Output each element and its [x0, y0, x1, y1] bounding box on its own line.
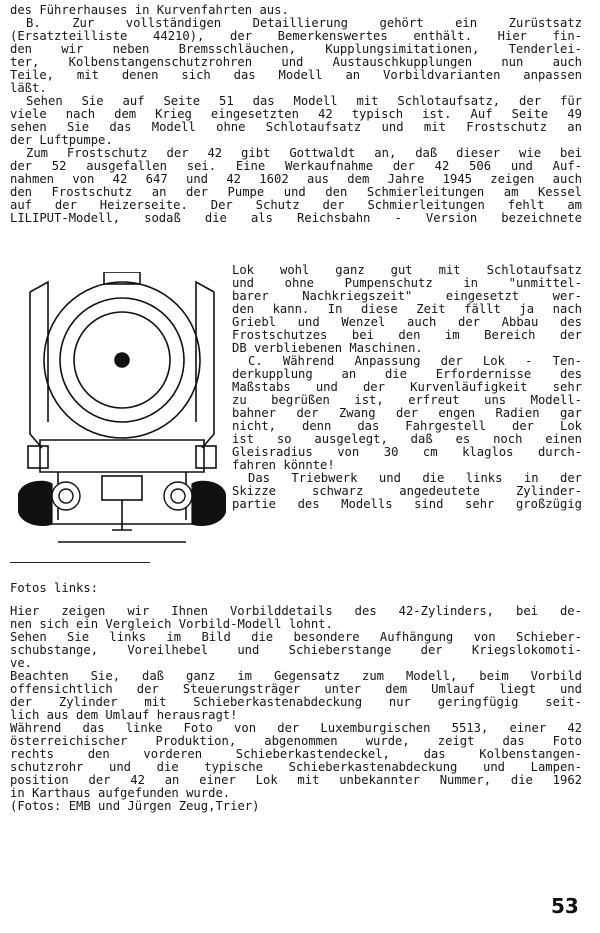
caption-line: lich aus dem Umlauf herausragt!: [10, 708, 238, 722]
text-line: läßt.: [10, 81, 47, 95]
caption-line: österreichischer Produktion, abgenommen wurde, zeigt das Foto: [10, 735, 582, 748]
caption-line: Hier zeigen wir Ihnen Vorbilddetails des 42-Zylinders, bei de-: [10, 605, 582, 618]
caption-line: Beachten Sie, daß ganz im Gegensatz zum Modell, beim Vorbild: [10, 670, 582, 683]
caption-line: schutzrohr und die typische Schieberkastenabdeckung und Lampen-: [10, 761, 582, 774]
smoke-deflector-right: [202, 292, 214, 448]
text-line: Griebl und Wenzel auch der Abbau des: [232, 316, 582, 329]
buffer-beam: [40, 440, 204, 472]
text-line: auf der Heizerseite. Der Schutz der Schmierleitungen fehlt am: [10, 199, 582, 212]
text-line: Sehen Sie auf Seite 51 das Modell mit Schlotaufsatz, der für: [26, 95, 582, 108]
cylinder-right: [192, 481, 226, 525]
text-line: Das Triebwerk und die links in der: [248, 472, 582, 485]
text-line: barer Nachkriegszeit" eingesetzt wer-: [232, 290, 582, 303]
caption-line: ve.: [10, 656, 33, 670]
caption-line: Während das linke Foto von der Luxemburgischen 5513, einer 42: [10, 722, 582, 735]
text-line: der Luftpumpe.: [10, 133, 113, 147]
text-line: Maßstabs und der Kurvenläufigkeit sehr: [232, 381, 582, 394]
photo-caption: [10, 582, 582, 813]
text-line: Teile, mit denen sich das Modell an Vorbildvarianten anpassen: [10, 69, 582, 82]
buffer-right-inner: [171, 489, 185, 503]
text-line: DB verbliebenen Maschinen.: [232, 341, 423, 355]
caption-line: Sehen Sie links im Bild die besondere Aufhängung von Schieber-: [10, 631, 582, 644]
deflector-inner-left: [30, 282, 48, 422]
text-line: Lok wohl ganz gut mit Schlotaufsatz: [232, 264, 582, 277]
text-line: (Ersatzteilliste 44210), der Bemerkenswertes enthält. Hier fin-: [10, 30, 582, 43]
body-text-wrapped: [232, 264, 582, 511]
caption-line: rechts den vorderen Schieberkastendeckel, das Kolbenstangen-: [10, 748, 582, 761]
text-line: LILIPUT-Modell, sodaß die als Reichsbahn - Version bezeichnete: [10, 212, 582, 225]
text-line: B. Zur vollständigen Detaillierung gehört ein Zurüstsatz: [26, 17, 582, 30]
caption-line: offensichtlich der Steuerungsträger unter dem Umlauf liegt und: [10, 683, 582, 696]
text-line: Skizze schwarz angedeutete Zylinder-: [232, 485, 582, 498]
door-center: [115, 353, 129, 367]
text-line: fahren könnte!: [232, 458, 335, 472]
text-line: Zum Frostschutz der 42 gibt Gottwaldt an, daß dieser wie bei: [26, 147, 582, 160]
page-number: 53: [551, 894, 579, 918]
smoke-deflector-left: [30, 292, 42, 448]
text-line: des Führerhauses in Kurvenfahrten aus.: [10, 3, 289, 17]
text-line: Gleisradius von 30 cm klaglos durch-: [232, 446, 582, 459]
text-line: den Frostschutz an der Pumpe und den Schmierleitungen am Kessel: [10, 186, 582, 199]
text-line: zu begrüßen ist, erfreut uns Modell-: [232, 394, 582, 407]
text-line: der 52 ausgefallen sei. Eine Werkaufnahme der 42 506 und Auf-: [10, 160, 582, 173]
lamp-left: [28, 446, 48, 468]
lamp-right: [196, 446, 216, 468]
text-line: bahner der Zwang der engen Radien gar: [232, 407, 582, 420]
caption-line: (Fotos: EMB und Jürgen Zeug,Trier): [10, 799, 260, 813]
deflector-inner-right: [196, 282, 214, 422]
text-line: ist so ausgelegt, daß es noch einen: [232, 433, 582, 446]
section-divider: [10, 562, 150, 563]
body-text-top: [10, 4, 582, 225]
caption-line: der Zylinder mit Schieberkastenabdeckung nur geringfügig seit-: [10, 696, 582, 709]
caption-heading: Fotos links:: [10, 581, 99, 595]
text-line: ter, Kolbenstangenschutzrohren und Austauschkupplungen nun auch: [10, 56, 582, 69]
text-line: C. Während Anpassung der Lok - Ten-: [248, 355, 582, 368]
text-line: den wir neben Bremsschläuchen, Kupplungsimitationen, Tenderlei-: [10, 43, 582, 56]
text-line: derkupplung an die Erfordernisse des: [232, 368, 582, 381]
text-line: nahmen von 42 647 und 42 1602 aus dem Jahre 1945 zeigen auch: [10, 173, 582, 186]
text-line: partie des Modells sind sehr großzügig: [232, 498, 582, 511]
coupling-hook: [112, 500, 132, 530]
text-line: sehen Sie das Modell ohne Schlotaufsatz und mit Frostschutz an: [10, 121, 582, 134]
text-line: nicht, denn das Fahrgestell der Lok: [232, 420, 582, 433]
text-line: Frostschutzes bei den im Bereich der: [232, 329, 582, 342]
coupling-box: [102, 476, 142, 500]
buffer-left-inner: [59, 489, 73, 503]
text-line: viele nach dem Krieg eingesetzten 42 typisch ist. Auf Seite 49: [10, 108, 582, 121]
caption-line: schubstange, Voreilhebel und Schieberstange der Kriegslokomoti-: [10, 644, 582, 657]
text-line: den kann. In diese Zeit fällt ja nach: [232, 303, 582, 316]
caption-line: nen sich ein Vergleich Vorbild-Modell lohnt.: [10, 617, 333, 631]
text-line: und ohne Pumpenschutz in "unmittel-: [232, 277, 582, 290]
caption-line: in Karthaus aufgefunden wurde.: [10, 786, 231, 800]
locomotive-front-sketch: [18, 272, 226, 554]
cylinder-left: [18, 481, 52, 525]
caption-line: position der 42 an einer Lok mit unbekannter Nummer, die 1962: [10, 774, 582, 787]
